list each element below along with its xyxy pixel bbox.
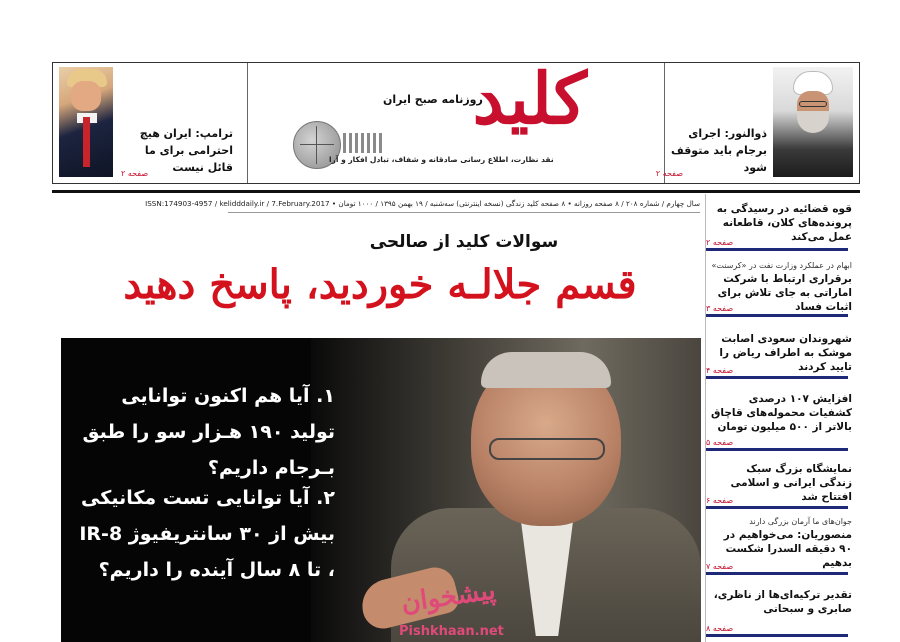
question-2: ۲. آیا توانایی تست مکانیکی بیش از ۳۰ سانتریفیوژ IR-8 ، تا ۸ سال آینده را داریم؟ (79, 487, 335, 581)
sidebar-rule (706, 376, 848, 379)
masthead (52, 57, 860, 184)
sidebar-headline: قوه قضائیه در رسیدگی به پرونده‌های کلان، قاطعانه عمل می‌کند (716, 203, 852, 243)
sidebar-headline: منصوریان: می‌خواهیم در ۹۰ دقیقه السدرا شکست بدهیم (723, 529, 852, 569)
sidebar-page: صفحه ۶ (706, 496, 734, 505)
sidebar-rule (706, 314, 848, 317)
left-teaser-page: صفحه ۲ (121, 169, 149, 178)
main-headline[interactable]: قسم جلالـه خوردید، پاسخ دهید (123, 261, 637, 308)
trump-photo (59, 67, 113, 177)
sidebar-page: صفحه ۷ (706, 562, 734, 571)
question-1: ۱. آیا هم اکنون توانایی تولید ۱۹۰ هـزار سو را طبق بـرجام داریم؟ (82, 385, 335, 479)
sidebar-page: صفحه ۲ (706, 238, 734, 247)
main-photo (61, 338, 701, 642)
sidebar-item[interactable] (710, 588, 852, 616)
dateline: سال چهارم / شماره ۲۰۸ / ۸ صفحه روزانه • ۸ صفحه کلید زندگی (نسخه اینترنتی) سه‌شنبه / ۱۹ بهمن ۱۳۹۵ / ۱۰۰۰ تومان • ISSN:174903-4957 / kelidddaily.ir / 7.February.2017 (145, 199, 700, 208)
masthead-rule (52, 190, 860, 193)
sidebar-rule (706, 506, 848, 509)
sidebar-page: صفحه ۴ (706, 366, 734, 375)
sidebar-page: صفحه ۵ (706, 438, 734, 447)
sidebar-rule (706, 448, 848, 451)
sidebar-kicker: ابهام در عملکرد وزارت نفت در «کرسنت» (711, 261, 852, 270)
sidebar-page: صفحه ۸ (706, 624, 734, 633)
sidebar-headline: افزایش ۱۰۷ درصدی کشفیات محموله‌های قاچاق بالاتر از ۵۰۰ میلیون تومان (710, 393, 852, 433)
sidebar-rule (706, 634, 848, 637)
sidebar-rule (706, 572, 848, 575)
watermark: پیشخوان (399, 575, 498, 619)
cleric-photo (773, 67, 853, 177)
sidebar-headline: شهروندان سعودی اصابت موشک به اطراف ریاض را تایید کردند (719, 333, 852, 373)
left-teaser-headline[interactable]: ترامپ: ایران هیچ احترامی برای ما قائل نیست (139, 127, 233, 174)
masthead-divider (247, 63, 248, 183)
sidebar-headline: تقدیر ترکیه‌ای‌ها از ناظری، صابری و سبحانی (713, 589, 852, 615)
paper-label: روزنامه صبح ایران (383, 93, 483, 106)
right-teaser-page: صفحه ۲ (655, 169, 683, 178)
building-icon (343, 133, 383, 153)
dateline-rule (228, 212, 700, 213)
sidebar-item[interactable] (710, 392, 852, 434)
sidebar-headline: نمایشگاه بزرگ سبک زندگی ایرانی و اسلامی افتتاح شد (730, 463, 852, 503)
sidebar-page: صفحه ۳ (706, 304, 734, 313)
sidebar-rule (706, 248, 848, 251)
logo-tagline: نقد نظارت، اطلاع رسانی صادقانه و شفاف، تبادل افکار و آرا (329, 155, 554, 164)
sidebar-headline: برقراری ارتباط با شرکت اماراتی به جای تلاش برای اثبات فساد (717, 273, 852, 313)
main-kicker: سوالات کلید از صالحی (369, 232, 559, 252)
sidebar-kicker: جوان‌های ما آرمان بزرگی دارند (749, 517, 852, 526)
right-teaser-headline[interactable]: ذوالنور: اجرای برجام باید متوقف شود (671, 127, 767, 174)
logo-title: کلید (472, 57, 587, 140)
watermark-credit: Pishkhaan.net (399, 624, 504, 639)
newspaper-logo (289, 57, 627, 177)
news-sidebar (705, 194, 860, 642)
